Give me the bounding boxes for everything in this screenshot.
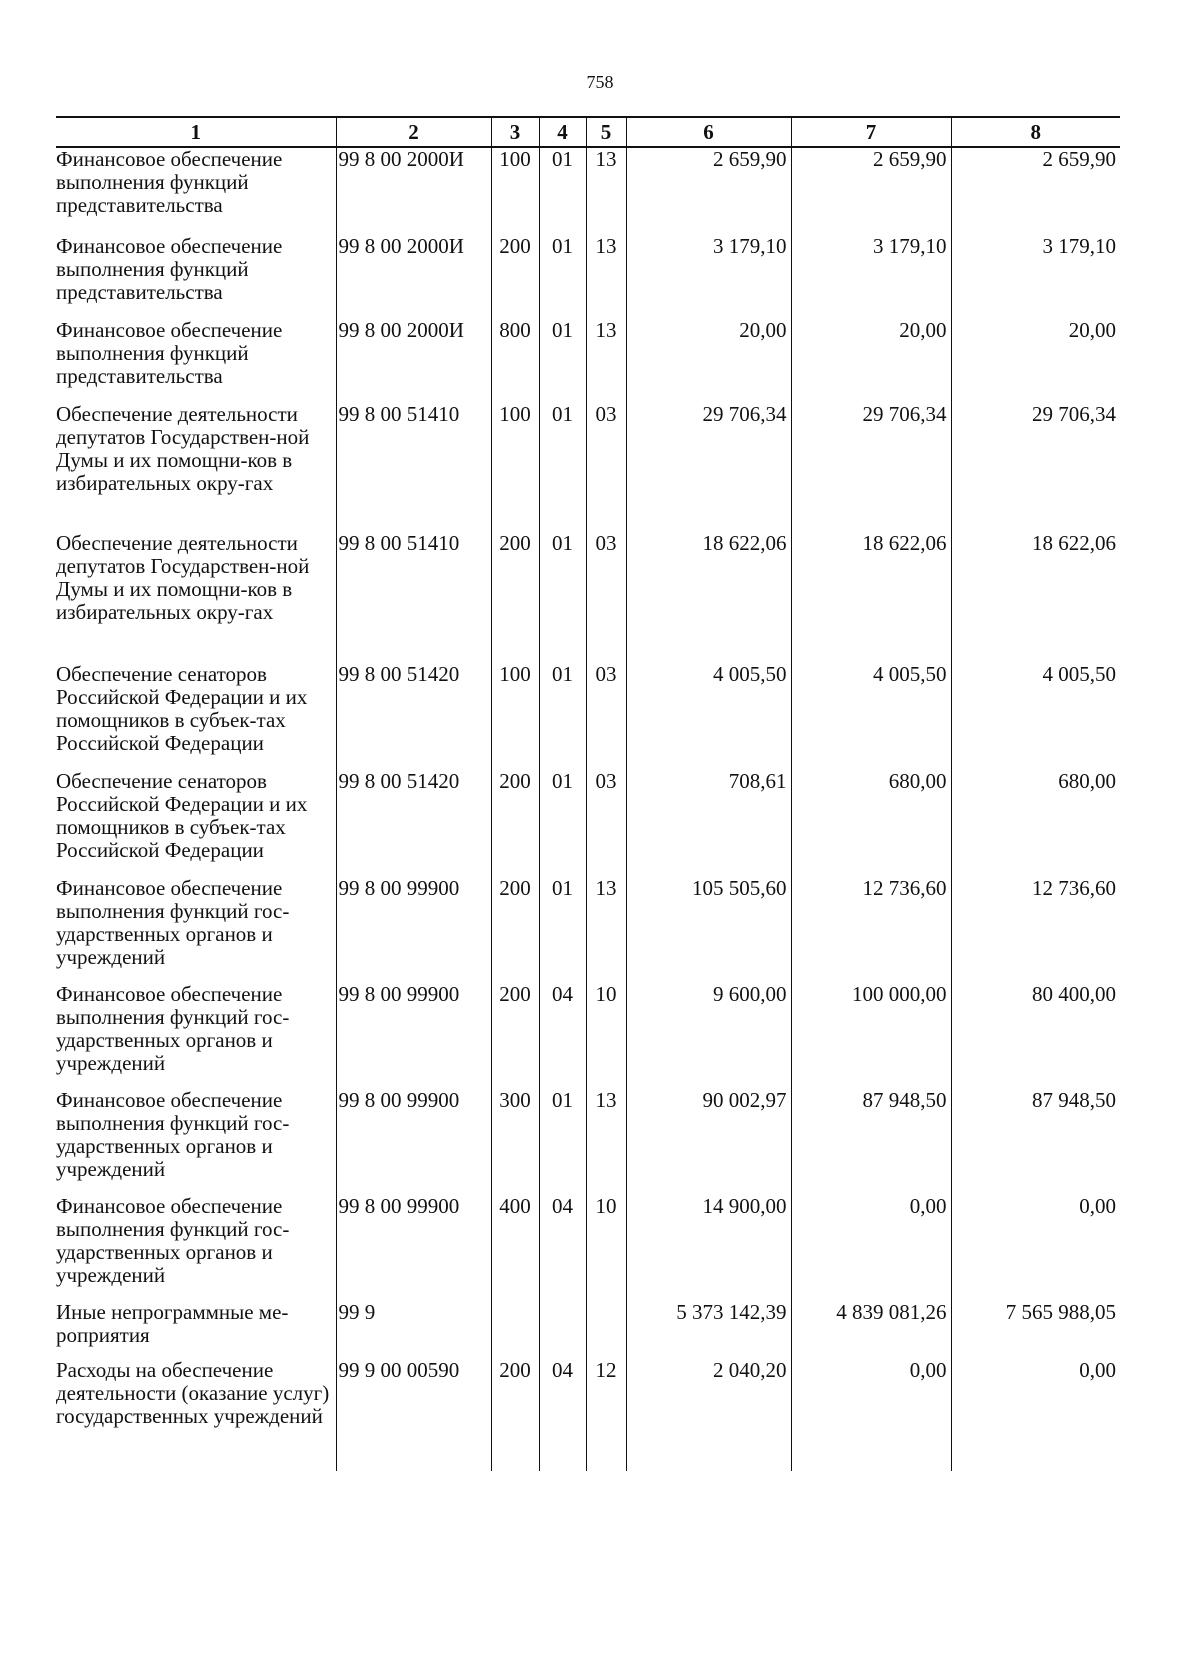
row-col4-cell: 01 [539, 532, 586, 663]
row-value7-cell: 100 000,00 [791, 983, 951, 1089]
table-row [56, 1359, 1120, 1471]
row-value6-cell: 2 040,20 [626, 1359, 791, 1471]
row-code-cell: 99 8 00 99900 [336, 1089, 491, 1195]
row-value7-cell: 3 179,10 [791, 235, 951, 319]
row-name-cell: Обеспечение деятельности депутатов Государствен-ной Думы и их помощни-ков в избирательных окру-гах [56, 532, 310, 624]
row-col3-cell: 100 [491, 147, 539, 235]
row-value8-cell: 4 005,50 [951, 663, 1120, 770]
column-header-5: 5 [586, 117, 626, 147]
row-col4-cell: 01 [539, 403, 586, 532]
row-col4-cell: 01 [539, 1089, 586, 1195]
row-col5-cell: 13 [586, 319, 626, 403]
row-value8-cell: 87 948,50 [951, 1089, 1120, 1195]
row-col3-cell: 800 [491, 319, 539, 403]
row-value6-cell: 3 179,10 [626, 235, 791, 319]
row-col5-cell: 12 [586, 1359, 626, 1471]
row-col4-cell: 01 [539, 235, 586, 319]
row-code-cell: 99 8 00 2000И [336, 235, 491, 319]
row-code-cell: 99 8 00 51410 [336, 532, 491, 663]
row-value8-cell: 12 736,60 [951, 877, 1120, 983]
row-col5-cell: 03 [586, 663, 626, 770]
row-col4-cell [539, 1301, 586, 1359]
row-name-cell: Финансовое обеспечение выполнения функций гос-ударственных органов и учреждений [56, 1195, 290, 1287]
row-name-cell: Финансовое обеспечение выполнения функций гос-ударственных органов и учреждений [56, 983, 290, 1075]
row-col5-cell: 03 [586, 403, 626, 532]
table-row [56, 532, 1120, 663]
row-value7-cell: 18 622,06 [791, 532, 951, 663]
row-name-cell: Финансовое обеспечение выполнения функций представительства [56, 235, 283, 304]
row-col5-cell: 13 [586, 877, 626, 983]
row-value6-cell: 29 706,34 [626, 403, 791, 532]
row-name-cell: Обеспечение сенаторов Российской Федерации и их помощников в субъек-тах Российской Федерации [56, 770, 308, 862]
row-value8-cell: 2 659,90 [951, 147, 1120, 235]
row-value6-cell: 14 900,00 [626, 1195, 791, 1301]
row-value7-cell: 0,00 [791, 1359, 951, 1471]
row-value7-cell: 4 005,50 [791, 663, 951, 770]
row-col3-cell: 200 [491, 235, 539, 319]
row-code-cell: 99 8 00 51420 [336, 663, 491, 770]
table-row [56, 1089, 1120, 1195]
row-code-cell: 99 9 [336, 1301, 491, 1359]
row-name-cell: Финансовое обеспечение выполнения функций гос-ударственных органов и учреждений [56, 877, 290, 969]
row-col5-cell: 13 [586, 235, 626, 319]
row-value6-cell: 90 002,97 [626, 1089, 791, 1195]
row-value8-cell: 18 622,06 [951, 532, 1120, 663]
row-col4-cell: 04 [539, 1195, 586, 1301]
table-row [56, 877, 1120, 983]
row-value6-cell: 105 505,60 [626, 877, 791, 983]
row-col4-cell: 01 [539, 877, 586, 983]
row-name-cell: Иные непрограммные ме-роприятия [56, 1301, 289, 1347]
column-header-3: 3 [491, 117, 539, 147]
row-value8-cell: 20,00 [951, 319, 1120, 403]
row-code-cell: 99 8 00 51410 [336, 403, 491, 532]
row-value8-cell: 680,00 [951, 770, 1120, 877]
row-value8-cell: 3 179,10 [951, 235, 1120, 319]
header-row [56, 117, 1120, 147]
row-col4-cell: 01 [539, 319, 586, 403]
column-header-1: 1 [56, 117, 336, 147]
row-col4-cell: 01 [539, 663, 586, 770]
table-row [56, 147, 1120, 235]
row-value7-cell: 29 706,34 [791, 403, 951, 532]
row-name-cell: Финансовое обеспечение выполнения функций гос-ударственных органов и учреждений [56, 1089, 290, 1181]
table-row [56, 1195, 1120, 1301]
table-row [56, 403, 1120, 532]
table-row [56, 770, 1120, 877]
table-row [56, 1301, 1120, 1359]
row-col5-cell [586, 1301, 626, 1359]
row-col5-cell: 03 [586, 770, 626, 877]
row-value7-cell: 12 736,60 [791, 877, 951, 983]
column-header-7: 7 [791, 117, 951, 147]
column-header-4: 4 [539, 117, 586, 147]
row-col5-cell: 03 [586, 532, 626, 663]
row-col5-cell: 13 [586, 1089, 626, 1195]
column-header-6: 6 [626, 117, 791, 147]
row-col3-cell [491, 1301, 539, 1359]
row-col3-cell: 100 [491, 663, 539, 770]
row-name-cell: Обеспечение деятельности депутатов Государствен-ной Думы и их помощни-ков в избирательных окру-гах [56, 403, 310, 495]
row-code-cell: 99 8 00 99900 [336, 877, 491, 983]
row-col4-cell: 01 [539, 770, 586, 877]
row-value8-cell: 0,00 [951, 1359, 1120, 1471]
row-value8-cell: 7 565 988,05 [951, 1301, 1120, 1359]
row-name-cell: Обеспечение сенаторов Российской Федерации и их помощников в субъек-тах Российской Федерации [56, 663, 308, 755]
page-number: 758 [586, 72, 614, 92]
row-col3-cell: 200 [491, 983, 539, 1089]
row-code-cell: 99 8 00 51420 [336, 770, 491, 877]
row-value8-cell: 29 706,34 [951, 403, 1120, 532]
column-header-8: 8 [951, 117, 1120, 147]
row-col5-cell: 10 [586, 983, 626, 1089]
row-col3-cell: 400 [491, 1195, 539, 1301]
row-value7-cell: 680,00 [791, 770, 951, 877]
row-code-cell: 99 8 00 2000И [336, 319, 491, 403]
row-value7-cell: 0,00 [791, 1195, 951, 1301]
row-value7-cell: 20,00 [791, 319, 951, 403]
row-value6-cell: 9 600,00 [626, 983, 791, 1089]
row-value7-cell: 2 659,90 [791, 147, 951, 235]
row-code-cell: 99 8 00 99900 [336, 983, 491, 1089]
row-code-cell: 99 8 00 99900 [336, 1195, 491, 1301]
row-value6-cell: 2 659,90 [626, 147, 791, 235]
row-value6-cell: 5 373 142,39 [626, 1301, 791, 1359]
row-name-cell: Финансовое обеспечение выполнения функций представительства [56, 319, 283, 388]
table-row [56, 983, 1120, 1089]
row-value7-cell: 87 948,50 [791, 1089, 951, 1195]
row-value6-cell: 4 005,50 [626, 663, 791, 770]
row-name-cell: Финансовое обеспечение выполнения функций представительства [56, 147, 283, 217]
row-value6-cell: 708,61 [626, 770, 791, 877]
row-col4-cell: 04 [539, 1359, 586, 1471]
row-col5-cell: 13 [586, 147, 626, 235]
row-code-cell: 99 9 00 00590 [336, 1359, 491, 1471]
budget-table [56, 116, 1120, 1471]
column-header-2: 2 [336, 117, 491, 147]
row-col3-cell: 300 [491, 1089, 539, 1195]
row-code-cell: 99 8 00 2000И [336, 147, 491, 235]
row-col5-cell: 10 [586, 1195, 626, 1301]
row-value8-cell: 80 400,00 [951, 983, 1120, 1089]
table-row [56, 319, 1120, 403]
row-col4-cell: 01 [539, 147, 586, 235]
row-col3-cell: 200 [491, 877, 539, 983]
row-col4-cell: 04 [539, 983, 586, 1089]
row-col3-cell: 200 [491, 532, 539, 663]
table-row [56, 663, 1120, 770]
table-row [56, 235, 1120, 319]
row-col3-cell: 100 [491, 403, 539, 532]
row-value8-cell: 0,00 [951, 1195, 1120, 1301]
row-value6-cell: 18 622,06 [626, 532, 791, 663]
row-name-cell: Расходы на обеспечение деятельности (оказание услуг) государственных учреждений [56, 1359, 330, 1428]
row-value6-cell: 20,00 [626, 319, 791, 403]
row-col3-cell: 200 [491, 1359, 539, 1471]
row-col3-cell: 200 [491, 770, 539, 877]
row-value7-cell: 4 839 081,26 [791, 1301, 951, 1359]
